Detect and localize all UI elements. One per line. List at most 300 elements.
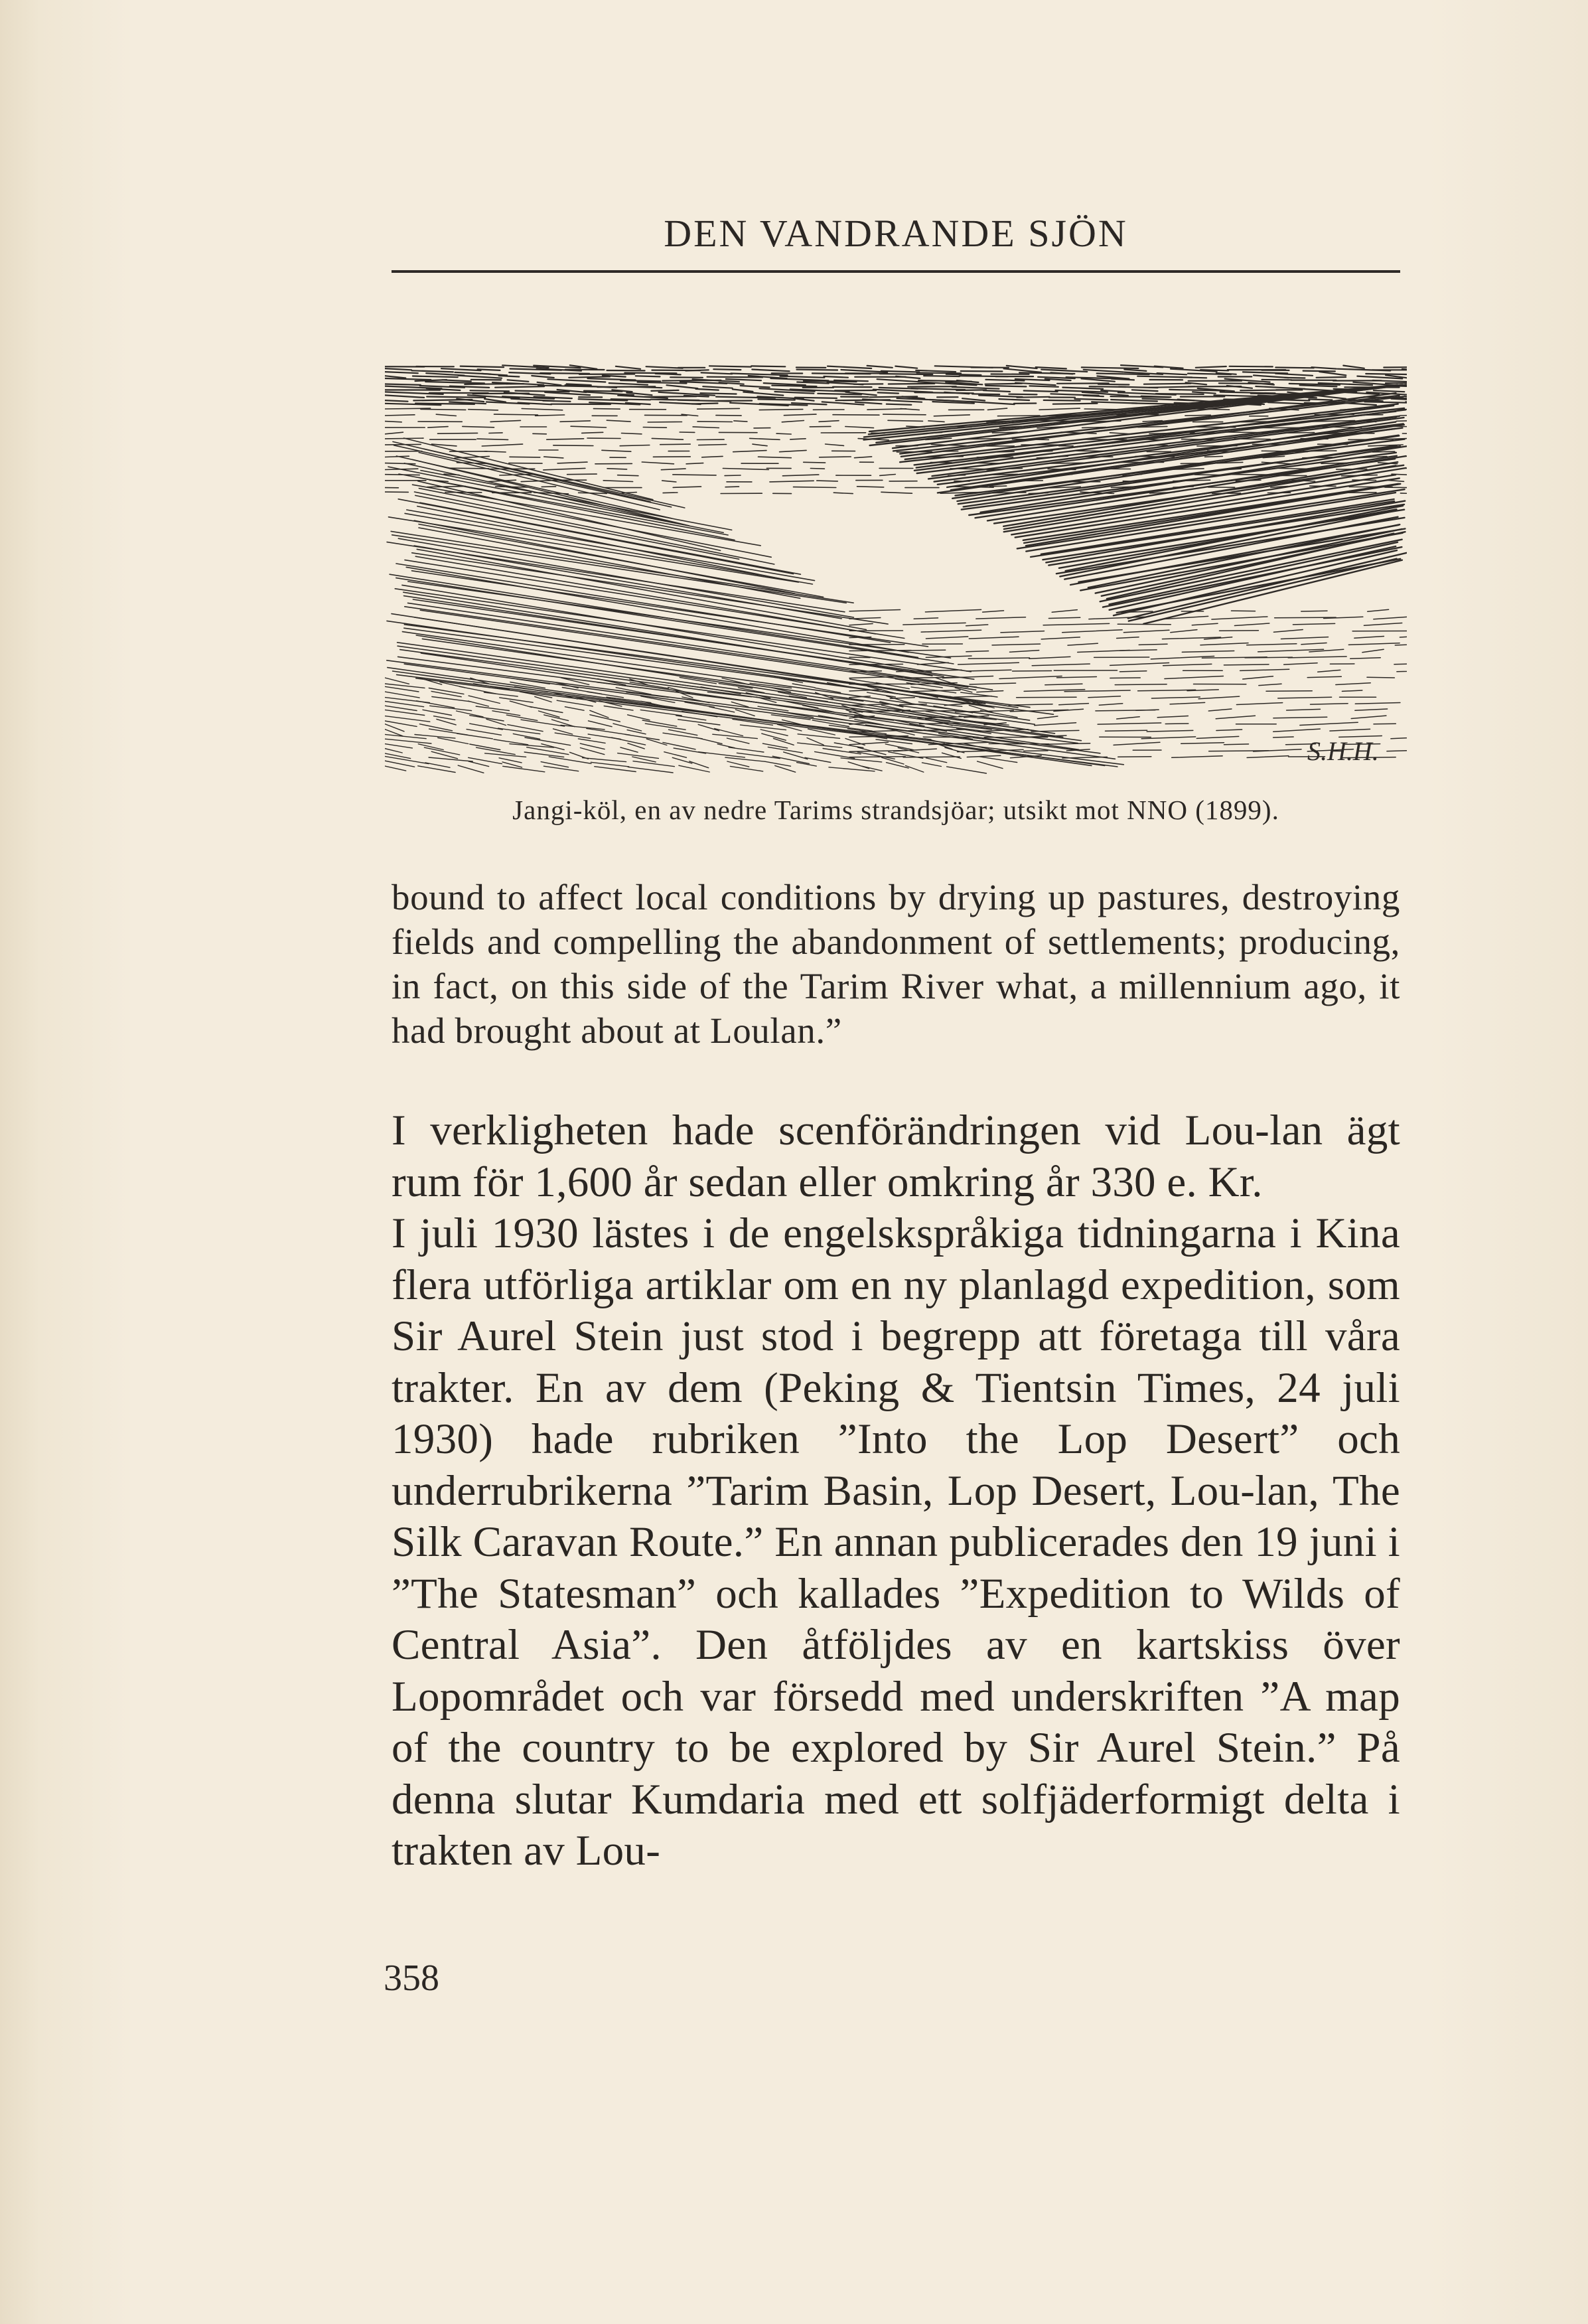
hatch-stroke [385, 432, 403, 434]
hatch-stroke [961, 371, 1003, 372]
hatch-stroke [429, 757, 472, 761]
hatch-stroke [969, 637, 1019, 639]
hatch-stroke [1259, 684, 1281, 685]
hatch-stroke [782, 421, 804, 422]
hatch-stroke [903, 650, 946, 651]
hatch-stroke [977, 761, 1003, 769]
hatch-stroke [1319, 372, 1346, 375]
hatch-stroke [508, 380, 529, 382]
hatch-stroke [1236, 703, 1282, 705]
hatch-stroke [934, 415, 970, 416]
hatch-stroke [385, 702, 424, 707]
hatch-stroke [604, 706, 633, 711]
hatch-stroke [758, 457, 792, 458]
hatch-stroke [1374, 617, 1407, 619]
hatch-stroke [432, 697, 470, 702]
engraving-signature: S.H.H. [1307, 736, 1379, 766]
hatch-stroke [1293, 623, 1335, 625]
hatch-stroke [1165, 676, 1224, 679]
hatch-stroke [983, 390, 1010, 392]
hatch-stroke [841, 370, 887, 372]
hatch-stroke [1273, 729, 1321, 732]
hatch-stroke [429, 688, 464, 694]
hatch-stroke [713, 369, 741, 370]
hatch-stroke [533, 433, 546, 434]
hatch-stroke [697, 408, 740, 409]
hatch-stroke [482, 374, 507, 376]
header-rule [392, 270, 1400, 273]
hatch-stroke [849, 618, 881, 619]
hatch-stroke [485, 753, 526, 757]
hatch-stroke [1273, 717, 1327, 718]
hatch-stroke [418, 766, 455, 773]
hatch-stroke [627, 730, 646, 734]
hatch-stroke [1098, 723, 1161, 724]
hatch-stroke [587, 378, 635, 380]
hatch-stroke [1123, 630, 1169, 633]
landscape-engraving [385, 358, 1407, 777]
hatch-stroke [824, 376, 848, 378]
hatch-stroke [482, 444, 522, 446]
hatch-stroke [776, 433, 791, 434]
hatch-stroke [1163, 664, 1212, 665]
hatch-stroke [1373, 380, 1407, 382]
hatch-stroke [693, 427, 719, 428]
hatch-stroke [458, 765, 484, 773]
hatch-stroke [662, 481, 676, 482]
hatch-stroke [934, 706, 973, 713]
hatch-stroke [750, 438, 780, 439]
hatch-stroke [1098, 384, 1129, 385]
hatch-stroke [957, 380, 979, 382]
hatch-stroke [999, 399, 1029, 400]
hatch-stroke [885, 744, 914, 750]
hatch-stroke [569, 376, 610, 377]
hatch-stroke [385, 753, 411, 759]
hatch-stroke [947, 767, 987, 773]
hatch-stroke [1281, 637, 1328, 639]
hatch-stroke [1147, 730, 1193, 732]
hatch-stroke [772, 756, 809, 763]
hatch-stroke [1396, 420, 1407, 421]
hatch-stroke [1192, 623, 1218, 625]
hatch-stroke [741, 725, 786, 730]
hatch-stroke [727, 738, 749, 743]
hatch-stroke [547, 379, 605, 382]
hatch-stroke [721, 697, 758, 702]
hatch-stroke [560, 421, 590, 422]
hatch-stroke [1368, 609, 1389, 611]
hatch-stroke [385, 739, 431, 743]
hatch-stroke [1402, 433, 1407, 434]
hatch-stroke [428, 427, 448, 428]
hatch-stroke [1196, 736, 1238, 738]
hatch-stroke [1084, 370, 1123, 372]
hatch-stroke [421, 471, 732, 530]
hatch-stroke [1057, 677, 1097, 678]
hatch-stroke [784, 752, 808, 759]
hatch-stroke [701, 372, 733, 374]
hatch-stroke [385, 395, 424, 398]
hatch-stroke [1155, 366, 1183, 368]
hatch-stroke [1106, 730, 1147, 731]
hatch-stroke [385, 415, 415, 416]
hatch-stroke [385, 766, 406, 771]
hatch-stroke [405, 513, 812, 584]
hatch-stroke [663, 742, 695, 749]
hatch-stroke [925, 609, 981, 612]
hatch-stroke [609, 383, 648, 385]
hatch-stroke [1112, 379, 1134, 380]
hatch-stroke [1400, 493, 1407, 494]
hatch-stroke [770, 481, 814, 482]
hatch-stroke [532, 376, 553, 378]
hatch-stroke [413, 376, 458, 378]
hatch-stroke [976, 617, 1026, 619]
hatch-stroke [1392, 399, 1408, 400]
hatch-stroke [1275, 374, 1313, 376]
hatch-stroke [895, 366, 917, 368]
hatch-stroke [1048, 617, 1080, 618]
hatch-stroke [1062, 388, 1103, 389]
hatch-stroke [643, 427, 666, 428]
hatch-stroke [826, 444, 844, 445]
hatch-stroke [1024, 391, 1058, 392]
hatch-stroke [1031, 730, 1079, 732]
hatch-stroke [618, 475, 638, 476]
hatch-stroke [1117, 717, 1140, 719]
hatch-stroke [1355, 709, 1388, 710]
hatch-stroke [391, 531, 853, 603]
hatch-stroke [1035, 723, 1076, 726]
hatch-stroke [770, 378, 828, 380]
hatch-stroke [855, 457, 872, 458]
hatch-stroke [849, 637, 871, 638]
hatch-stroke [543, 401, 570, 402]
hatch-stroke [698, 724, 719, 730]
hatch-stroke [775, 392, 814, 394]
hatch-stroke [1394, 663, 1407, 664]
hatch-stroke [804, 462, 826, 463]
hatch-stroke [470, 390, 510, 391]
hatch-stroke [1247, 756, 1289, 758]
hatch-stroke [696, 737, 722, 743]
hatch-stroke [696, 389, 719, 390]
hatch-stroke [616, 366, 640, 369]
hatch-stroke [431, 691, 461, 696]
hatch-stroke [962, 398, 985, 400]
hatch-stroke [1374, 390, 1404, 392]
hatch-stroke [1284, 663, 1318, 664]
hatch-stroke [499, 376, 520, 377]
hatch-stroke [990, 486, 1007, 487]
hatch-stroke [1180, 377, 1206, 378]
hatch-stroke [733, 389, 753, 391]
hatch-stroke [1247, 644, 1297, 645]
hatch-stroke [667, 385, 698, 388]
hatch-stroke [1243, 676, 1273, 679]
page-number: 358 [384, 1958, 439, 1999]
hatch-stroke [385, 384, 421, 385]
hatch-stroke [911, 388, 965, 390]
hatch-stroke [849, 624, 873, 625]
hatch-stroke [928, 421, 944, 422]
hatch-stroke [1038, 716, 1058, 719]
hatch-stroke [544, 457, 563, 458]
hatch-stroke [725, 475, 741, 476]
hatch-stroke [1062, 757, 1108, 758]
body-paragraph: I juli 1930 lästes i de engelskspråkiga tidningarna i Kina flera utförliga artiklar om en ny planlagd expedition, som Sir Aurel Stein just stod i begrepp att företaga till våra trakter. En av dem (Peking & Tientsin Times, 24 juli 1930) hade rubriken ”Into the Lop Desert” och underrubrikerna ”Tarim Basin, Lop Desert, Lou-lan, The Silk Caravan Route.” En annan publicerades den 19 juni i ”The Statesman” och kallades ”Expedition to Wilds of Central Asia”. Den åtföljdes av en kartskiss över Lopområdet och var försedd med underskriften ”A map of the country to be explored by Sir Aurel Stein.” På denna slutar Kumdaria med ett solfjäderformigt delta i trakten av Lou- [392, 1209, 1400, 1875]
hatch-stroke [427, 397, 485, 398]
hatch-stroke [1064, 690, 1130, 692]
hatch-stroke [1062, 630, 1122, 633]
hatch-stroke [430, 706, 472, 710]
hatch-stroke [1318, 670, 1340, 672]
hatch-stroke [1336, 683, 1370, 685]
hatch-stroke [815, 751, 855, 758]
hatch-stroke [1110, 663, 1169, 666]
hatch-stroke [425, 763, 450, 767]
hatch-stroke [1117, 637, 1139, 639]
hatch-stroke [1115, 684, 1167, 685]
hatch-stroke [1216, 716, 1255, 719]
hatch-stroke [1111, 400, 1157, 402]
hatch-stroke [385, 686, 419, 692]
hatch-stroke [1266, 691, 1312, 692]
hatch-stroke [713, 734, 758, 738]
hatch-stroke [670, 377, 703, 378]
hatch-stroke [1118, 624, 1171, 625]
hatch-stroke [849, 610, 901, 611]
hatch-stroke [385, 463, 415, 464]
hatch-stroke [1387, 749, 1407, 751]
hatch-stroke [437, 719, 456, 725]
hatch-stroke [1348, 643, 1400, 645]
hatch-stroke [946, 374, 981, 375]
hatch-stroke [590, 715, 620, 722]
hatch-stroke [1157, 716, 1188, 718]
body-text [392, 1105, 1400, 1877]
hatch-stroke [553, 445, 593, 446]
hatch-stroke [824, 702, 863, 708]
hatch-stroke [729, 747, 764, 752]
hatch-stroke [1400, 415, 1407, 416]
hatch-stroke [1230, 366, 1273, 367]
hatch-stroke [457, 711, 483, 717]
hatch-stroke [726, 379, 761, 380]
hatch-stroke [591, 762, 629, 767]
hatch-stroke [1192, 392, 1216, 393]
hatch-stroke [1196, 366, 1226, 368]
hatch-stroke [1330, 729, 1370, 731]
hatch-stroke [1351, 716, 1386, 718]
hatch-stroke [593, 409, 620, 410]
hatch-stroke [703, 386, 732, 388]
hatch-stroke [583, 758, 626, 762]
hatch-stroke [1200, 643, 1248, 645]
hatch-stroke [618, 753, 659, 759]
hatch-stroke [810, 426, 831, 427]
hatch-stroke [1124, 370, 1146, 371]
hatch-stroke [880, 475, 896, 476]
hatch-stroke [1052, 610, 1077, 613]
hatch-stroke [1385, 487, 1407, 488]
hatch-stroke [921, 630, 981, 632]
hatch-stroke [441, 368, 481, 370]
hatch-stroke [620, 747, 638, 752]
hatch-stroke [1029, 657, 1070, 658]
hatch-stroke [1074, 399, 1108, 400]
hatch-stroke [741, 386, 770, 388]
hatch-stroke [1172, 756, 1222, 758]
hatch-stroke [1139, 644, 1167, 645]
hatch-stroke [557, 700, 593, 706]
hatch-stroke [945, 747, 964, 753]
hatch-stroke [992, 644, 1041, 645]
hatch-stroke [1311, 367, 1336, 368]
hatch-stroke [622, 433, 642, 434]
hatch-stroke [522, 409, 563, 410]
hatch-stroke [555, 733, 590, 738]
hatch-stroke [385, 368, 411, 370]
hatch-stroke [952, 387, 999, 389]
hatch-stroke [1185, 415, 1210, 416]
hatch-stroke [765, 761, 791, 766]
hatch-stroke [772, 386, 816, 387]
hatch-stroke [1151, 697, 1200, 698]
hatch-stroke [1004, 368, 1041, 372]
hatch-stroke [469, 761, 489, 767]
hatch-stroke [457, 734, 493, 739]
hatch-stroke [1068, 643, 1098, 645]
hatch-stroke [470, 716, 504, 721]
hatch-stroke [723, 469, 768, 470]
hatch-stroke [758, 399, 794, 400]
hatch-stroke [878, 392, 899, 393]
hatch-stroke [1317, 377, 1346, 378]
hatch-stroke [914, 618, 938, 619]
hatch-stroke [1354, 637, 1384, 639]
hatch-stroke [1039, 408, 1080, 410]
hatch-stroke [1307, 676, 1341, 677]
hatch-stroke [421, 409, 466, 410]
hatch-stroke [1273, 630, 1303, 633]
hatch-stroke [494, 414, 538, 415]
hatch-stroke [784, 414, 816, 416]
hatch-stroke [1032, 664, 1090, 666]
hatch-stroke [857, 752, 895, 759]
hatch-stroke [628, 715, 650, 720]
hatch-stroke [484, 451, 506, 452]
hatch-stroke [1170, 702, 1205, 704]
hatch-stroke [438, 737, 469, 743]
hatch-stroke [385, 400, 408, 402]
hatch-stroke [484, 692, 518, 696]
hatch-stroke [954, 696, 992, 698]
hatch-stroke [828, 366, 871, 368]
hatch-stroke [1256, 386, 1305, 389]
hatch-stroke [557, 462, 587, 463]
hatch-stroke [780, 450, 807, 451]
hatch-stroke [469, 701, 489, 706]
hatch-stroke [782, 475, 818, 476]
hatch-stroke [1043, 623, 1110, 625]
hatch-stroke [899, 704, 926, 705]
hatch-stroke [725, 757, 765, 761]
hatch-stroke [752, 370, 789, 372]
hatch-stroke [567, 474, 597, 475]
hatch-stroke [849, 657, 870, 658]
hatch-stroke [587, 728, 630, 735]
hatch-stroke [603, 481, 632, 482]
hatch-stroke [775, 765, 796, 772]
hatch-stroke [620, 380, 660, 381]
hatch-stroke [408, 603, 993, 690]
hatch-stroke [1141, 396, 1171, 398]
hatch-stroke [516, 391, 569, 392]
hatch-stroke [902, 711, 963, 712]
hatch-stroke [490, 420, 520, 422]
hatch-stroke [385, 710, 425, 715]
hatch-stroke [385, 678, 409, 684]
hatch-stroke [478, 369, 500, 370]
hatch-stroke [1009, 394, 1037, 395]
hatch-stroke [630, 387, 662, 388]
running-head: DEN VANDRANDE SJÖN [664, 212, 1128, 255]
hatch-stroke [385, 376, 405, 378]
hatch-stroke [1186, 382, 1207, 384]
hatch-stroke [589, 721, 613, 727]
hatch-stroke [999, 676, 1062, 679]
hatch-stroke [1181, 743, 1224, 744]
hatch-stroke [849, 664, 903, 665]
hatch-stroke [1007, 366, 1037, 368]
hatch-stroke [764, 383, 806, 385]
hatch-stroke [1171, 630, 1197, 633]
hatch-stroke [780, 376, 825, 378]
hatch-stroke [855, 402, 882, 404]
hatch-stroke [1216, 730, 1242, 731]
hatch-stroke [926, 758, 946, 763]
hatch-stroke [1017, 397, 1049, 398]
hatch-stroke [845, 427, 874, 428]
hatch-stroke [942, 753, 962, 758]
hatch-stroke [422, 639, 1035, 724]
hatch-stroke [436, 414, 456, 416]
hatch-stroke [972, 402, 1015, 404]
hatch-stroke [1001, 631, 1045, 633]
hatch-stroke [525, 737, 571, 745]
hatch-stroke [700, 393, 736, 394]
quoted-paragraph: bound to affect local conditions by drying up pastures, destroying fields and compelling the abandonment of settlements; producing, in fact, on this side of the Tarim River what, a millennium ago, it had brought about at Loulan.” [392, 877, 1400, 1051]
hatch-stroke [906, 765, 924, 772]
figure-caption: Jangi-köl, en av nedre Tarims strandsjöar; utsikt mot NNO (1899). [512, 795, 1279, 825]
hatch-stroke [385, 706, 417, 710]
hatch-stroke [805, 757, 831, 762]
hatch-stroke [642, 462, 674, 464]
hatch-stroke [424, 747, 459, 755]
hatch-stroke [707, 377, 763, 378]
hatch-stroke [1364, 623, 1402, 626]
hatch-stroke [607, 420, 630, 422]
hatch-stroke [385, 749, 402, 753]
hatch-stroke [624, 373, 676, 374]
hatch-stroke [463, 426, 494, 427]
hatch-stroke [819, 421, 839, 422]
hatch-stroke [1114, 742, 1160, 745]
hatch-stroke [966, 625, 988, 626]
hatch-stroke [908, 386, 956, 387]
